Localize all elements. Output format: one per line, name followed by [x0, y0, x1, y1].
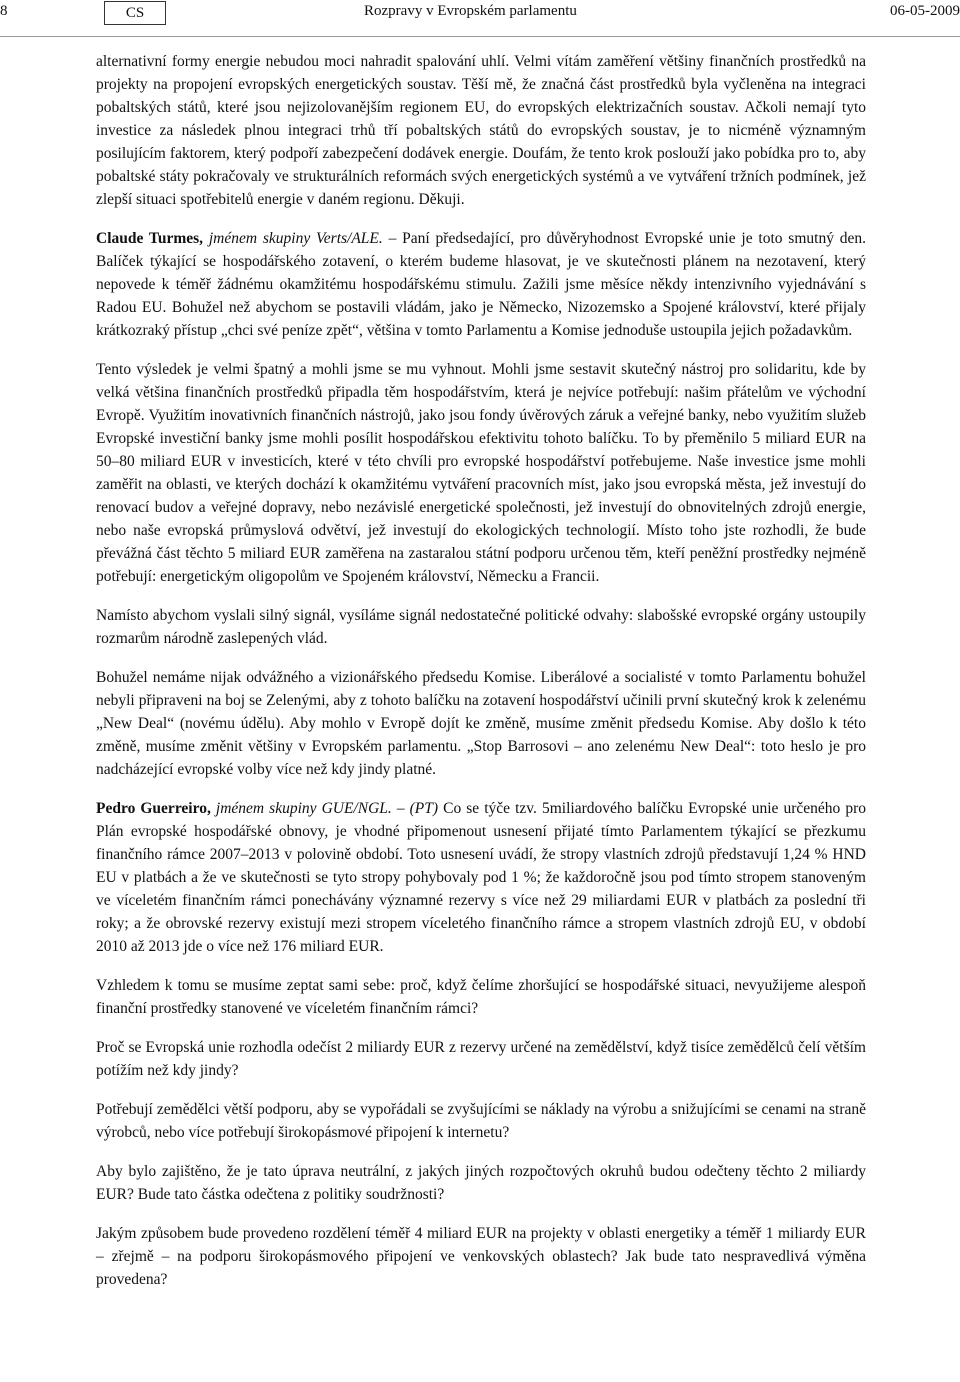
paragraph-text: alternativní formy energie nebudou moci nahradit spalování uhlí. Velmi vítám zaměření většiny finančních prostředků na projekty na propojení evropských energetických soustav. Těší mě, že značná část prostředků byla vyčleněna na integraci pobaltských států, které jsou nejizolovanějším regionem EU, do evropských elektrizačních soustav. Ačkoli nemají tyto investice za následek plnou integraci trhů tří pobaltských států do evropských soustav, je to nicméně významným posilujícím faktorem, který podpoří zabezpečení dodávek energie. Doufám, že tento krok poslouží jako pobídka pro to, aby pobaltské státy pokračovaly ve strukturálních reformách svých energetických systémů a ve vytváření tržních podmínek, jež zlepší situaci spotřebitelů energie v daném regionu. Děkuji.: [96, 53, 866, 208]
speech-paragraph: [96, 797, 866, 958]
speaker-group: jménem skupiny Verts/ALE.: [208, 230, 383, 247]
paragraph: [96, 50, 866, 211]
paragraph-text: Co se týče tzv. 5miliardového balíčku Evropské unie určeného pro Plán evropské hospodářské obnovy, je vhodné připomenout usnesení přijaté tímto Parlamentem týkající se přezkumu finančního rámce 2007–2013 v polovině období. Toto usnesení uvádí, že stropy vlastních zdrojů představují 1,24 % HND EU v platbách a že ve skutečnosti se tyto stropy pohybovaly pod 1 %; že každoročně jsou pod tímto stropem stanoveným ve víceletém finančním rámci ponechávány významné rezervy s více než 29 miliardami EUR v platbách za poslední tři roky; a že obrovské rezervy existují mezi stropem víceletého finančního rámce a stropem vlastních zdrojů EU, v období 2010 až 2013 jde o více než 176 miliard EUR.: [96, 800, 866, 955]
page-header: [0, 0, 960, 37]
paragraph: [96, 974, 866, 1020]
paragraph-text: Proč se Evropská unie rozhodla odečíst 2 miliardy EUR z rezervy určené na zemědělství, když tisíce zemědělců čelí větším potížím než kdy jindy?: [96, 1039, 866, 1079]
paragraph-text: Namísto abychom vyslali silný signál, vysíláme signál nedostatečné politické odvahy: slabošské evropské orgány ustoupily rozmarům národně zaslepených vlád.: [96, 607, 866, 647]
paragraph: [96, 1222, 866, 1291]
paragraph: [96, 358, 866, 588]
paragraph-text: Tento výsledek je velmi špatný a mohli jsme se mu vyhnout. Mohli jsme sestavit skutečný nástroj pro solidaritu, kde by velká většina finančních prostředků připadla těm hospodářstvím, která je nejvíce potřebují: našim přátelům ve východní Evropě. Využitím inovativních finančních nástrojů, jako jsou fondy úvěrových záruk a veřejné banky, nebo využitím služeb Evropské investiční banky jsme mohli posílit hospodářskou efektivitu tohoto balíčku. To by přeměnilo 5 miliard EUR na 50–80 miliard EUR v investicích, které v této chvíli pro evropské hospodářství potřebujeme. Naše investice jsme mohli zaměřit na oblasti, ve kterých dochází k okamžitému vytváření pracovních míst, jako jsou evropská města, jež investují do renovací budov a veřejné dopravy, nebo nezávislé energetické společnosti, jež investují do obnovitelných zdrojů energie, nebo naše evropská průmyslová odvětví, jež investují do ekologických technologií. Místo toho jste rozhodli, že bude převážná část těchto 5 miliard EUR zaměřena na zastaralou státní podporu určenou těm, kteří peněžní prostředky nejméně potřebují: energetickým oligopolům ve Spojeném království, Německu a Francii.: [96, 361, 866, 585]
speaker-name: Claude Turmes,: [96, 230, 204, 247]
page-number: 8: [0, 3, 8, 19]
paragraph-text: Jakým způsobem bude provedeno rozdělení téměř 4 miliard EUR na projekty v oblasti energetiky a téměř 1 miliardy EUR – zřejmě – na podporu širokopásmového připojení ve venkovských oblastech? Jak bude tato nespravedlivá výměna provedena?: [96, 1225, 866, 1288]
paragraph: [96, 1036, 866, 1082]
document-date: 06-05-2009: [890, 3, 960, 19]
paragraph: [96, 1160, 866, 1206]
paragraph-text: – Paní předsedající, pro důvěryhodnost Evropské unie je toto smutný den. Balíček týkající se hospodářského zotavení, o kterém budeme hlasovat, je ve skutečnosti plánem na nezotavení, který nepovede k téměř žádnému okamžitému hospodářskému stimulu. Zažili jsme měsíce někdy intenzivního vyjednávání s Radou EU. Bohužel než abychom se postavili vládám, jako je Německo, Nizozemsko a Spojené království, které přijaly krátkozraký přístup „chci své peníze zpět“, většina v tomto Parlamentu a Komise jednoduše ustoupila jejich požadavkům.: [96, 230, 867, 339]
paragraph: [96, 604, 866, 650]
speech-paragraph: [96, 227, 866, 342]
paragraph-text: Vzhledem k tomu se musíme zeptat sami sebe: proč, když čelíme zhoršující se hospodářské situaci, nevyužijeme alespoň finanční prostředky stanovené ve víceletém finančním rámci?: [96, 977, 866, 1017]
speaker-name: Pedro Guerreiro,: [96, 800, 211, 817]
document-title: Rozpravy v Evropském parlamentu: [364, 3, 577, 19]
document-body: [96, 50, 866, 1307]
paragraph: [96, 666, 866, 781]
paragraph: [96, 1098, 866, 1144]
paragraph-text: Bohužel nemáme nijak odvážného a vizionářského předsedu Komise. Liberálové a socialisté v tomto Parlamentu bohužel nebyli připraveni na boj se Zelenými, aby z tohoto balíčku na zotavení hospodářství učinili první skutečný krok k zelenému „New Deal“ (novému údělu). Aby mohlo v Evropě dojít ke změně, musíme změnit předsedu Komise. Aby došlo k této změně, musíme změnit většiny v Evropském parlamentu. „Stop Barrosovi – ano zelenému New Deal“: toto heslo je pro nadcházející evropské volby více než kdy jindy platné.: [96, 669, 866, 778]
paragraph-text: Aby bylo zajištěno, že je tato úprava neutrální, z jakých jiných rozpočtových okruhů budou odečteny těchto 2 miliardy EUR? Bude tato částka odečtena z politiky soudržnosti?: [96, 1163, 866, 1203]
speaker-group: jménem skupiny GUE/NGL. – (PT): [215, 800, 439, 817]
paragraph-text: Potřebují zemědělci větší podporu, aby se vypořádali se zvyšujícími se náklady na výrobu a snižujícími se cenami na straně výrobců, nebo více potřebují širokopásmové připojení k internetu?: [96, 1101, 866, 1141]
language-code-box: CS: [104, 1, 166, 25]
